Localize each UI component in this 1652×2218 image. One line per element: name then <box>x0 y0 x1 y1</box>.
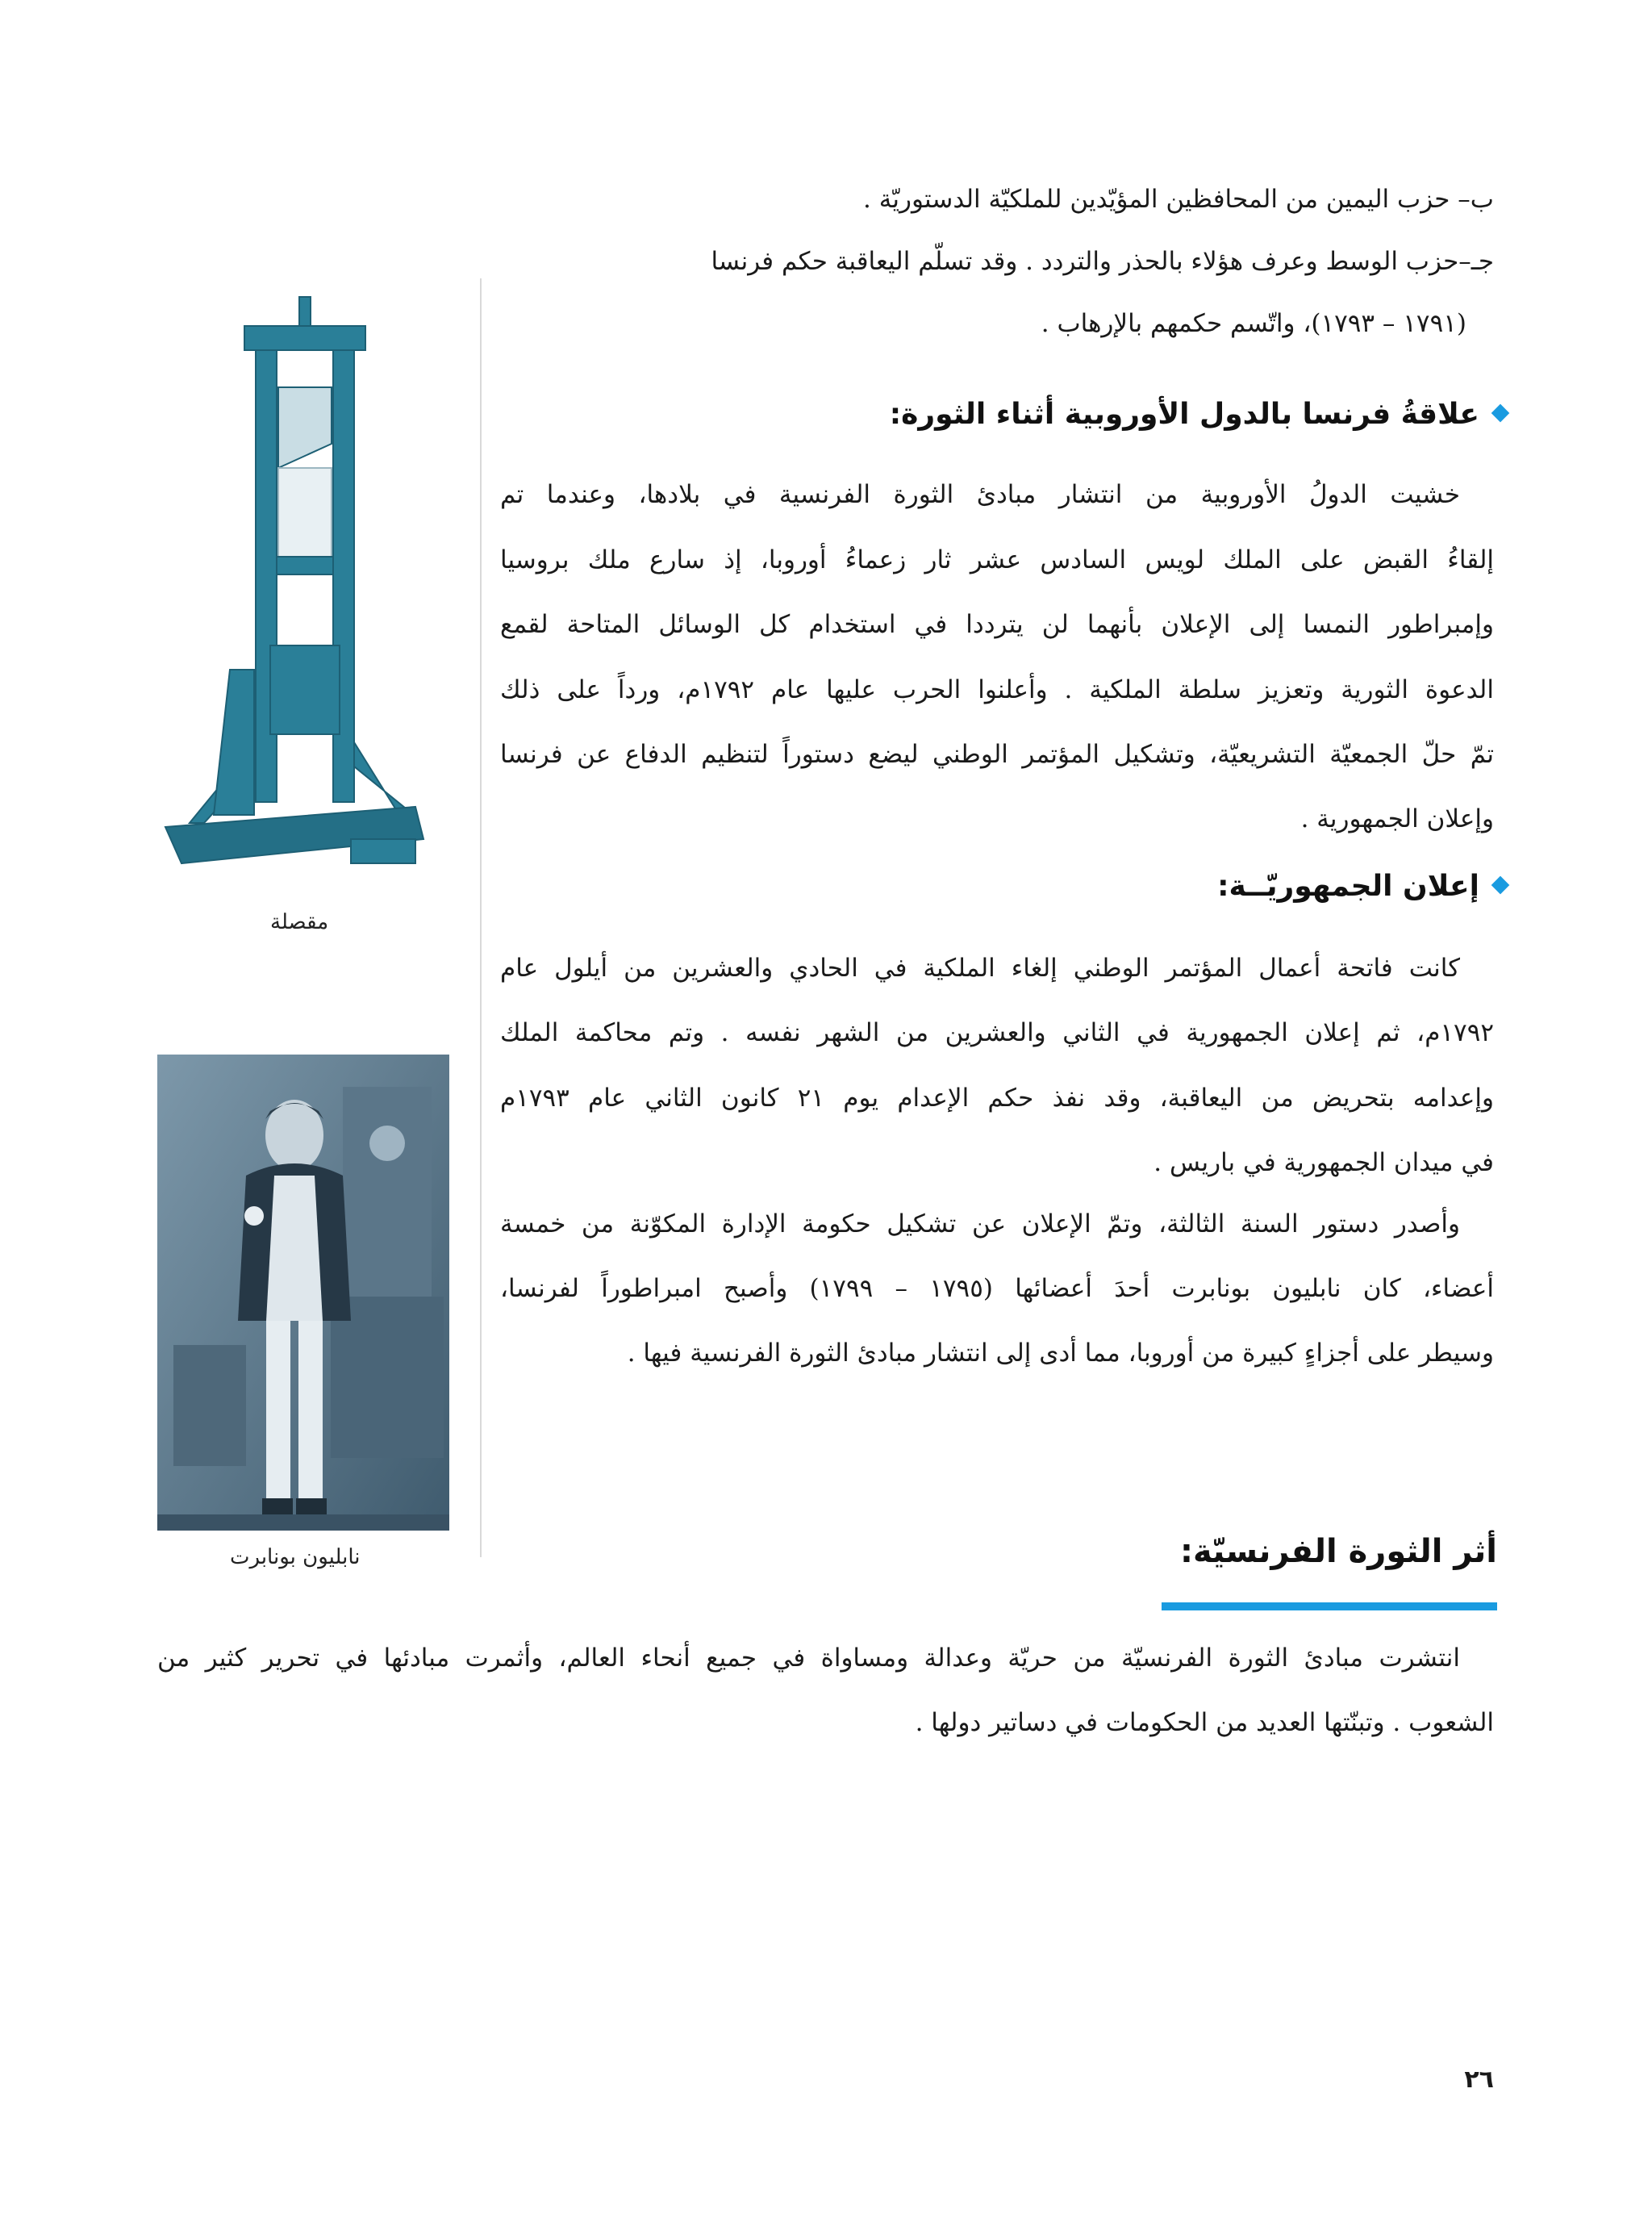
paragraph-line: وسيطر على أجزاءٍ كبيرة من أوروبا، مما أدى إلى انتشار مبادئ الثورة الفرنسية فيها . <box>627 1339 1494 1368</box>
section-heading-revolution-impact: أثر الثورة الفرنسيّة: <box>1180 1533 1497 1570</box>
paragraph-line: وإمبراطور النمسا إلى الإعلان بأنهما لن يترددا في استخدام كل الوسائل المتاحة لقمع <box>500 610 1494 639</box>
paragraph-line: ١٧٩٢م، ثم إعلان الجمهورية في الثاني والعشرين من الشهر نفسه . وتم محاكمة الملك <box>500 1018 1494 1047</box>
page-number: ٢٦ <box>1464 2066 1494 2094</box>
guillotine-caption: مقصلة <box>270 910 329 934</box>
heading-underline <box>1162 1602 1497 1610</box>
diamond-bullet-icon <box>1491 404 1510 423</box>
paragraph-line: في ميدان الجمهورية في باريس . <box>1153 1148 1494 1177</box>
paragraph-line: أعضاء، كان نابليون بونابرت أحدَ أعضائها (١٧٩٥ – ١٧٩٩) وأصبح امبراطوراً لفرنسا، <box>500 1274 1494 1303</box>
guillotine-image <box>157 290 432 888</box>
paragraph-line: وأصدر دستور السنة الثالثة، وتمّ الإعلان عن تشكيل حكومة الإدارة المكوّنة من خمسة <box>500 1209 1460 1238</box>
paragraph-line: الدعوة الثورية وتعزيز سلطة الملكية . وأعلنوا الحرب عليها عام ١٧٩٢م، ورداً على ذلك <box>500 675 1494 704</box>
paragraph-line: وإعلان الجمهورية . <box>1300 804 1494 833</box>
paragraph-line: الشعوب . وتبنّتها العديد من الحكومات في دساتير دولها . <box>915 1708 1494 1737</box>
paragraph-line: خشيت الدولُ الأوروبية من انتشار مبادئ الثورة الفرنسية في بلادها، وعندما تم <box>500 480 1460 509</box>
paragraph-line: وإعدامه بتحريض من اليعاقبة، وقد نفذ حكم الإعدام يوم ٢١ كانون الثاني عام ١٧٩٣م <box>500 1084 1494 1113</box>
list-item-jim: جـ–حزب الوسط وعرف هؤلاء بالحذر والتردد . وقد تسلّم اليعاقبة حكم فرنسا <box>711 247 1494 276</box>
paragraph-line: إلقاءُ القبض على الملك لويس السادس عشر ثار زعماءُ أوروبا، إذ سارع ملك بروسيا <box>500 545 1494 574</box>
paragraph-line: تمّ حلّ الجمعيّة التشريعيّة، وتشكيل المؤتمر الوطني ليضع دستوراً لتنظيم الدفاع عن فرنسا <box>500 740 1494 769</box>
paragraph-line: كانت فاتحة أعمال المؤتمر الوطني إلغاء الملكية في الحادي والعشرين من أيلول عام <box>500 954 1460 983</box>
column-divider <box>480 278 482 1557</box>
list-item-jim-continued: (١٧٩١ – ١٧٩٣)، واتّسم حكمهم بالإرهاب . <box>1041 309 1466 338</box>
napoleon-caption: نابليون بونابرت <box>230 1545 361 1569</box>
napoleon-portrait-image <box>157 1055 449 1531</box>
section-heading-republic: إعلان الجمهوريّــة: <box>1217 870 1507 903</box>
diamond-bullet-icon <box>1491 876 1510 895</box>
list-item-b: ب– حزب اليمين من المحافظين المؤيّدين للملكيّة الدستوريّة . <box>863 185 1494 214</box>
section-heading-europe-relations: علاقةُ فرنسا بالدول الأوروبية أثناء الثورة: <box>890 398 1507 431</box>
paragraph-line: انتشرت مبادئ الثورة الفرنسيّة من حريّة وعدالة ومساواة في جميع أنحاء العالم، وأثمرت مبادئها في تحرير كثير من <box>157 1644 1460 1673</box>
